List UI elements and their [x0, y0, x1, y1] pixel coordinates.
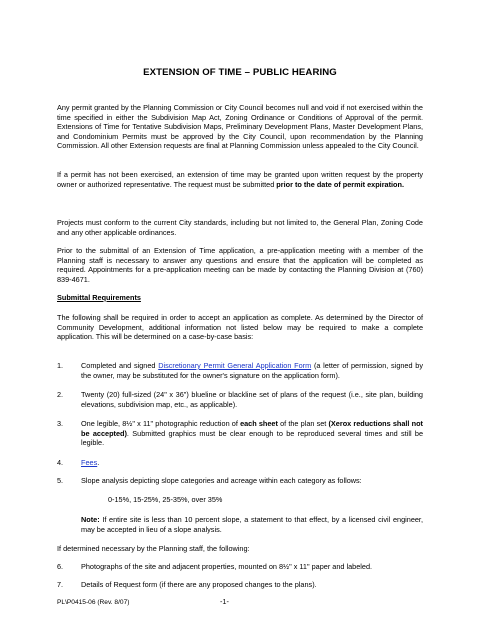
list-item-text-start: Completed and signed [81, 361, 159, 370]
requirements-intro-paragraph: The following shall be required in order to accept an application as complete. As determined by the Director of Community Development, additional information not listed below may be required to make a complete application. This will be determined on a case-by-case basis: [57, 313, 423, 342]
list-item-text [81, 419, 423, 448]
permit-request-text: If a permit has not been exercised, an extension of time may be granted upon written request by the property owner or authorized representative. The request must be submitted [57, 170, 423, 189]
permit-request-paragraph [57, 170, 423, 189]
list-item-text: Details of Request form (if there are any proposed changes to the plans). [81, 580, 317, 589]
list-item-text: Photographs of the site and adjacent properties, mounted on 8½" x 11" paper and labeled. [81, 562, 373, 571]
list-item-number: 3. [57, 419, 64, 428]
list-item-text: Slope analysis depicting slope categories and acreage within each category as follows: [81, 476, 362, 485]
list-item-text-middle: of the plan set [277, 419, 329, 428]
note-text: If entire site is less than 10 percent slope, a statement to that effect, by a licensed civil engineer, may be accepted in lieu of a slope analysis. [81, 515, 423, 534]
form-code: PL\P0415-06 (Rev. 8/07) [57, 599, 130, 606]
pre-application-paragraph: Prior to the submittal of an Extension of Time application, a pre-application meeting with a member of the Planning staff is necessary to answer any questions and ensure that the application will be completed as required. Appointments for a pre-application meeting can be made by contacting the Planning Division at (760) 839-4671. [57, 246, 423, 284]
list-item-number: 5. [57, 476, 64, 485]
permit-expiration-emphasis: prior to the date of permit expiration. [276, 179, 405, 189]
planning-staff-paragraph: If determined necessary by the Planning staff, the following: [57, 544, 250, 553]
list-item-text-end: . [97, 458, 100, 467]
city-standards-paragraph: Projects must conform to the current City standards, including but not limited to, the General Plan, Zoning Code and any other applicable ordinances. [57, 218, 423, 237]
list-item-text-end: . Submitted graphics must be clear enough to be reproduced several times and still be legible. [81, 428, 424, 448]
fees-link[interactable]: Fees [81, 458, 98, 467]
list-item-text [81, 458, 423, 468]
list-item-text-start: One legible, 8½" x 11" photographic reduction of [81, 419, 241, 428]
page-title: EXTENSION OF TIME – PUBLIC HEARING [143, 67, 337, 78]
xerox-reductions-emphasis: (Xerox reductions shall not be accepted) [81, 419, 423, 438]
submittal-requirements-heading: Submittal Requirements [57, 293, 141, 302]
list-item-text [81, 361, 423, 380]
list-item-number: 4. [57, 458, 64, 467]
list-item-number: 2. [57, 390, 64, 399]
list-item-number: 1. [57, 361, 64, 370]
note-label: Note: [81, 515, 100, 524]
application-form-link[interactable]: Discretionary Permit General Application Form [158, 361, 312, 370]
list-item-text: Twenty (20) full-sized (24" x 36") blueline or blackline set of plans of the request (i.e., site plan, building elevations, subdivision map, etc., as applicable). [81, 390, 423, 409]
intro-paragraph: Any permit granted by the Planning Commission or City Council becomes null and void if not exercised within the time specified in either the Subdivision Map Act, Zoning Ordinance or Conditions of Approval of the permit. Extensions of Time for Tentative Subdivision Maps, Preliminary Development Plans, Master Development Plans, and Condominium Permits must be approved by the City Council, upon recommendation by the Planning Commission. All other Extension requests are final at Planning Commission unless appealed to the City Council. [57, 103, 423, 151]
slope-note [81, 515, 423, 534]
slope-categories: 0-15%, 15-25%, 25-35%, over 35% [108, 495, 223, 504]
list-item-text-end: (a letter of permission, signed by the owner, may be substituted for the owner's signature on the application form). [81, 361, 424, 380]
list-item-number: 6. [57, 562, 64, 571]
page-number: -1- [220, 597, 229, 606]
list-item-number: 7. [57, 580, 64, 589]
each-sheet-emphasis: each sheet [240, 419, 278, 428]
